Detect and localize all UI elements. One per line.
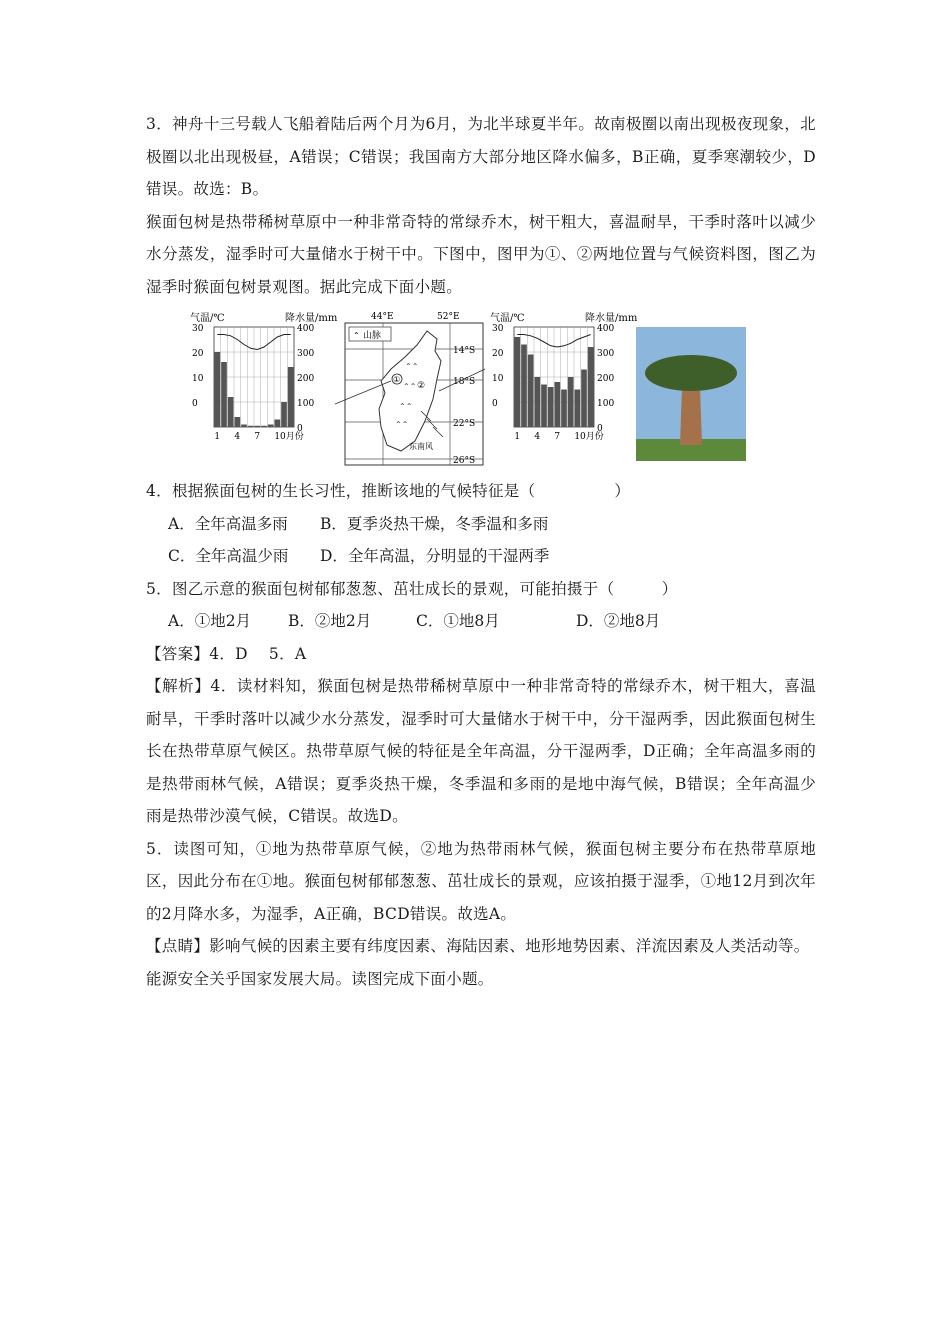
month-tick-label: 7 [254, 432, 261, 442]
temp-tick-label: 10 [192, 374, 204, 384]
month-tick-label: 10月份 [574, 432, 604, 442]
q4-option-b: B．夏季炎热干燥，冬季温和多雨 [320, 514, 549, 533]
precip-bar [581, 370, 587, 428]
analysis-4: 【解析】4．读材料知，猴面包树是热带稀树草原中一种非常奇特的常绿乔木，树干粗大，喜温耐旱，干季时落叶以减少水分蒸发，湿季时可大量储水于树干中，分干湿两季，因此猴面包树生长在热带草原气候区。热带草原气候的特征是全年高温，分干湿两季，D正确；全年高温多雨的是热带雨林气候，A错误；夏季炎热干燥，冬季温和多雨的是地中海气候，B错误；全年高温少雨是热带沙漠气候，C错误。故选D。 [146, 677, 816, 825]
precip-bar [215, 352, 221, 427]
temp-tick-label: 30 [192, 324, 204, 334]
q4-option-c: C．全年高温少雨 [168, 547, 289, 565]
question-5-options-row [146, 605, 816, 638]
mountain-icon: ⌃⌃ [399, 402, 413, 411]
question-4-options-row-2 [146, 540, 816, 573]
lat-label-22: 22°S [453, 419, 476, 429]
wind-label: 东南风 [409, 442, 433, 451]
temp-tick-label: 20 [192, 349, 204, 359]
precip-bar [528, 355, 534, 428]
question-5: 5．图乙示意的猴面包树郁郁葱葱、茁壮成长的景观，可能拍摄于（ ） [146, 579, 678, 598]
month-tick-label: 4 [234, 432, 241, 442]
lon-label-44: 44°E [371, 312, 394, 322]
precip-tick-label: 0 [297, 424, 303, 434]
precip-bar [575, 390, 581, 428]
temp-tick-label: 10 [492, 374, 504, 384]
precip-bar [221, 362, 227, 427]
precip-bar [548, 387, 554, 427]
temp-tick-label: 20 [492, 349, 504, 359]
q5-option-b: B．②地2月 [288, 612, 372, 630]
left-precip-label: 降水量/mm [285, 313, 338, 324]
question-4: 4．根据猴面包树的生长习性，推断该地的气候特征是（ ） [146, 482, 631, 500]
precip-bar [588, 347, 594, 427]
month-tick-label: 4 [534, 432, 541, 442]
wind-arrow-icon [433, 427, 443, 437]
precip-bar [288, 367, 294, 427]
precip-bar [255, 426, 261, 427]
left-climate-chart [190, 311, 338, 442]
month-tick-label: 7 [554, 432, 561, 442]
precip-bar [268, 425, 274, 428]
site-1-label: ① [393, 375, 401, 384]
precip-bar [555, 382, 561, 427]
left-ticks [192, 324, 314, 442]
precip-bar [561, 390, 567, 428]
document-page [146, 108, 816, 995]
q5-option-a: A．①地2月 [168, 612, 252, 630]
question-4-options-row-1 [146, 508, 816, 541]
figure-climate-map [146, 309, 816, 469]
temp-tick-label: 0 [192, 399, 198, 409]
right-temp-label: 气温/℃ [490, 313, 525, 324]
precip-bar [248, 426, 254, 427]
q5-option-d: D．②地8月 [576, 612, 661, 630]
precip-tick-label: 400 [297, 324, 315, 334]
mountain-legend-label: 山脉 [363, 331, 382, 341]
lon-label-52: 52°E [437, 312, 460, 322]
tip-paragraph: 【点睛】影响气候的因素主要有纬度因素、海陆因素、地形地势因素、洋流因素及人类活动等。 [146, 937, 810, 955]
precip-bar [228, 397, 234, 427]
month-tick-label: 1 [514, 432, 521, 442]
lat-label-26: 26°S [453, 456, 476, 466]
temp-tick-label: 0 [492, 399, 498, 409]
lat-label-14: 14°S [453, 346, 476, 356]
paragraph-q3-solution: 3．神舟十三号载人飞船着陆后两个月为6月，为北半球夏半年。故南极圈以南出现极夜现象，北极圈以北出现极昼，A错误；C错误；我国南方大部分地区降水偏多，B正确，夏季寒潮较少，D错误。故选：B。 [146, 115, 816, 198]
madagascar-map [335, 312, 485, 466]
answer-line: 【答案】4．D 5．A [146, 644, 307, 663]
precip-bar [241, 425, 247, 428]
q4-option-a: A．全年高温多雨 [168, 514, 288, 533]
precip-tick-label: 200 [297, 374, 315, 384]
baobab-photo [636, 327, 746, 461]
precip-bar [235, 417, 241, 427]
precip-bar [521, 345, 527, 428]
mountain-icon: ⌃⌃ [395, 420, 409, 429]
precip-bar [568, 377, 574, 427]
lat-label-18: 18°S [453, 377, 476, 387]
precip-bar [261, 426, 267, 427]
mountain-icon: ⌃⌃ [405, 362, 419, 371]
energy-intro: 能源安全关乎国家发展大局。读图完成下面小题。 [146, 969, 494, 988]
precip-tick-label: 0 [597, 424, 603, 434]
precip-tick-label: 200 [597, 374, 615, 384]
left-temp-label: 气温/℃ [190, 313, 225, 324]
temp-tick-label: 30 [492, 324, 504, 334]
q4-option-d: D．全年高温，分明显的干湿两季 [320, 547, 550, 565]
baobab-trunk [680, 387, 702, 445]
q5-option-c: C．①地8月 [416, 612, 500, 630]
precip-bar [515, 337, 521, 427]
precip-tick-label: 100 [297, 399, 315, 409]
precip-bar [535, 377, 541, 427]
precip-tick-label: 100 [597, 399, 615, 409]
wind-arrow-icon [427, 419, 437, 429]
figure-svg [190, 309, 640, 469]
precip-tick-label: 300 [597, 349, 615, 359]
mountain-icon: ⌃⌃ [403, 382, 417, 391]
month-tick-label: 1 [214, 432, 221, 442]
paragraph-baobab-intro: 猴面包树是热带稀树草原中一种非常奇特的常绿乔木，树干粗大，喜温耐旱，干季时落叶以减少水分蒸发，湿季时可大量储水于树干中。下图中，图甲为①、②两地位置与气候资料图，图乙为湿季时猴面包树景观图。据此完成下面小题。 [146, 212, 816, 296]
right-precip-label: 降水量/mm [585, 313, 638, 324]
month-tick-label: 10月份 [274, 432, 304, 442]
precip-tick-label: 300 [297, 349, 315, 359]
site-2-label: ② [417, 381, 426, 391]
precip-bar [275, 420, 281, 428]
analysis-5: 5．读图可知，①地为热带草原气候，②地为热带雨林气候，猴面包树主要分布在热带草原地区，因此分布在①地。猴面包树郁郁葱葱、茁壮成长的景观，应该拍摄于湿季，①地12月到次年的2月降水多，为湿季，A正确，BCD错误。故选A。 [146, 839, 816, 923]
mountain-legend-icon: ⌃ [353, 331, 360, 340]
precip-tick-label: 400 [597, 324, 615, 334]
precip-bar [541, 385, 547, 428]
right-climate-chart [490, 311, 638, 442]
precip-bar [281, 402, 287, 427]
baobab-crown [645, 355, 737, 391]
